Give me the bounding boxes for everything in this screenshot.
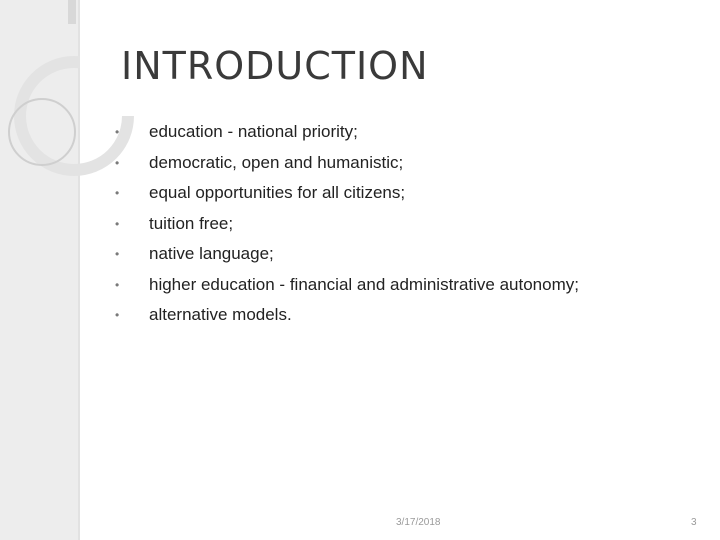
bullet-dot-icon: • (115, 216, 120, 231)
bullet-text: education - national priority; (149, 122, 358, 142)
bullet-text: democratic, open and humanistic; (149, 152, 404, 172)
bullet-dot-icon: • (115, 125, 120, 140)
bullet-item (115, 239, 579, 270)
bullet-dot-icon: • (115, 247, 120, 262)
bullet-item (115, 117, 579, 148)
bullet-dot-icon: • (115, 277, 120, 292)
bullet-item (115, 148, 579, 179)
bullet-text: equal opportunities for all citizens; (149, 183, 406, 203)
bullet-text: higher education - financial and administrative autonomy; (149, 274, 579, 294)
bullet-item (115, 300, 579, 331)
bullet-item (115, 209, 579, 240)
bullet-item (115, 178, 579, 209)
bullet-text: alternative models. (149, 305, 292, 325)
bullet-text: native language; (149, 244, 274, 264)
slide-page-number: 3 (691, 517, 697, 528)
bullet-dot-icon: • (115, 186, 120, 201)
bullet-dot-icon: • (115, 308, 120, 323)
footer-date: 3/17/2018 (396, 517, 441, 528)
bullet-text: tuition free; (149, 213, 234, 233)
bullet-dot-icon: • (115, 155, 120, 170)
slide-title: INTRODUCTION (121, 44, 429, 88)
bullet-list (115, 117, 579, 331)
decorative-ring-small (8, 98, 76, 166)
bullet-item (115, 270, 579, 301)
decorative-top-bar (68, 0, 76, 24)
